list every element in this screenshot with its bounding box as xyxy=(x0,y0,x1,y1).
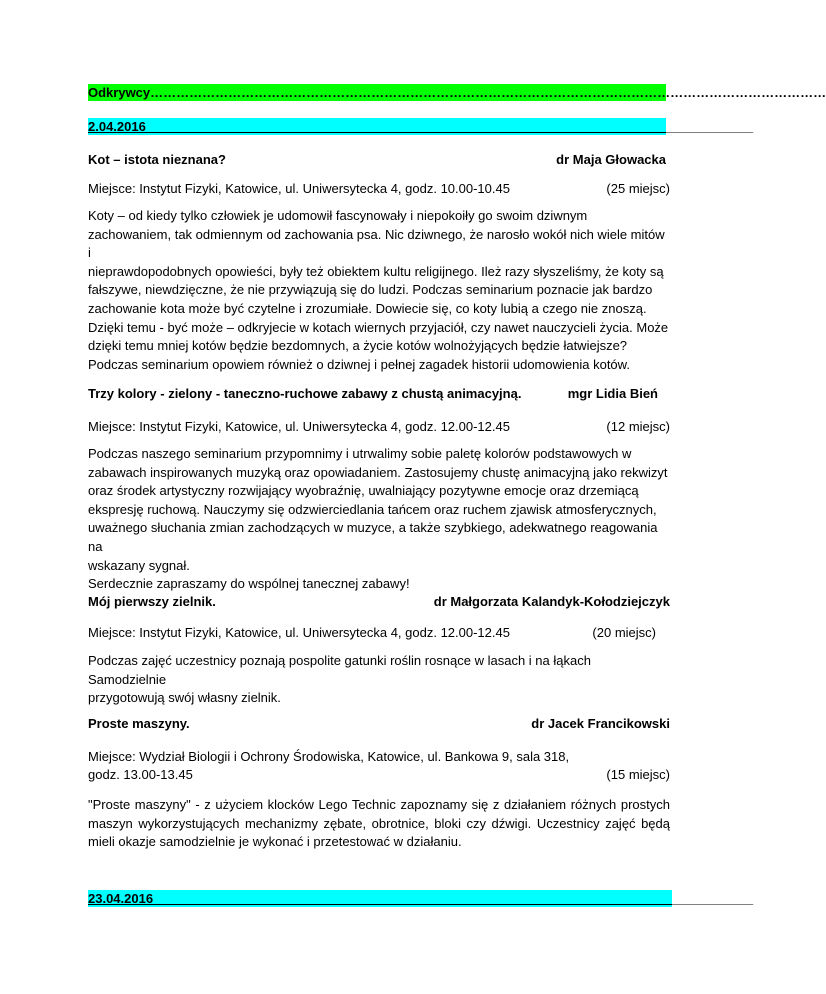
session-3-header xyxy=(88,593,670,610)
session-4-description: "Proste maszyny" - z użyciem klocków Lego Technic zapoznamy się z działaniem różnych prostych maszyn wykorzystujących mechanizmy zębate, obrotnice, bloki czy dźwigi. Uczestnicy zajęć będą mieli okazje samodzielnie je wykonać i przetestować w działaniu. xyxy=(88,797,670,850)
session-seats: (15 miejsc) xyxy=(606,767,670,782)
session-time: godz. 13.00-13.45 xyxy=(88,767,193,782)
session-1-place xyxy=(88,180,670,197)
date-heading-2: 23.04.2016___________________________________________________________________________________ xyxy=(88,891,754,906)
session-place: Miejsce: Instytut Fizyki, Katowice, ul. Uniwersytecka 4, godz. 12.00-12.45 xyxy=(88,625,510,640)
session-seats: (20 miejsc) xyxy=(592,625,656,640)
session-title: Kot – istota nieznana? xyxy=(88,152,226,167)
session-1-description: Koty – od kiedy tylko człowiek je udomowił fascynowały i niepokoiły go swoim dziwnym zachowaniem, tak odmiennym od zachowania psa. Nic dziwnego, że narosło wokół nich wiele mitów i nieprawdopodobnych opowieści, były też obiektem kultu religijnego. Ileż razy słyszeliśmy, że koty są fałszywe, niewdzięczne, że nie przywiązują się do ludzi. Podczas seminarium poznacie jak bardzo zachowanie kota może być czytelne i zrozumiałe. Dowiecie się, co koty lubią a czego nie znoszą. Dzięki temu - być może – odkryjecie w kotach wiernych przyjaciół, czy nawet nauczycieli życia. Może dzięki temu mniej kotów będzie bezdomnych, a życie kotów wolnożyjących będzie łatwiejsze? Podczas seminarium opowiem również o dziwnej i pełnej zagadek historii udomowienia kotów. xyxy=(88,208,669,372)
session-lecturer: dr Małgorzata Kalandyk-Kołodziejczyk xyxy=(433,594,670,609)
session-2-place xyxy=(88,418,670,435)
session-2-description: Podczas naszego seminarium przypomnimy i utrwalimy sobie paletę kolorów podstawowych w zabawach inspirowanych muzyką oraz opowiadaniem. Zastosujemy chustę animacyjną jako rekwizyt oraz środek artystyczny rozwijający wyobraźnię, uwalniający pozytywne emocje oraz drzemiącą ekspresję ruchową. Nauczymy się odzwierciedlania tańcem oraz ruchem zjawisk atmosferycznych, uważnego słuchania zmian zachodzących w muzyce, a także szybkiego, adekwatnego reagowania na wskazany sygnał. Serdecznie zapraszamy do wspólnej tanecznej zabawy! xyxy=(88,446,668,592)
session-title: Mój pierwszy zielnik. xyxy=(88,594,216,609)
session-lecturer: mgr Lidia Bień xyxy=(567,386,658,401)
session-lecturer: dr Jacek Francikowski xyxy=(531,716,670,731)
session-seats: (25 miejsc) xyxy=(606,181,670,196)
session-4-place-line2 xyxy=(88,766,670,783)
session-1-header xyxy=(88,151,670,168)
session-place: Miejsce: Instytut Fizyki, Katowice, ul. Uniwersytecka 4, godz. 12.00-12.45 xyxy=(88,419,510,434)
session-4-place xyxy=(88,748,670,765)
date-heading-1: 2.04.2016____________________________________________________________________________________ xyxy=(88,119,754,134)
explorers-heading: Odkrywcy………………………………………………………………………………………………………………………………………… xyxy=(88,85,826,100)
session-4-header xyxy=(88,715,670,732)
session-2-header xyxy=(88,385,670,402)
session-place: Miejsce: Instytut Fizyki, Katowice, ul. Uniwersytecka 4, godz. 10.00-10.45 xyxy=(88,181,510,196)
session-title: Proste maszyny. xyxy=(88,716,190,731)
session-seats: (12 miejsc) xyxy=(606,419,670,434)
session-3-description: Podczas zajęć uczestnicy poznają pospolite gatunki roślin rosnące w lasach i na łąkach Samodzielnie przygotowują swój własny zielnik. xyxy=(88,653,591,706)
session-3-place xyxy=(88,624,670,641)
session-place: Miejsce: Wydział Biologii i Ochrony Środowiska, Katowice, ul. Bankowa 9, sala 318, xyxy=(88,749,570,764)
session-title: Trzy kolory - zielony - taneczno-ruchowe zabawy z chustą animacyjną. xyxy=(88,386,522,401)
session-lecturer: dr Maja Głowacka xyxy=(556,152,666,167)
